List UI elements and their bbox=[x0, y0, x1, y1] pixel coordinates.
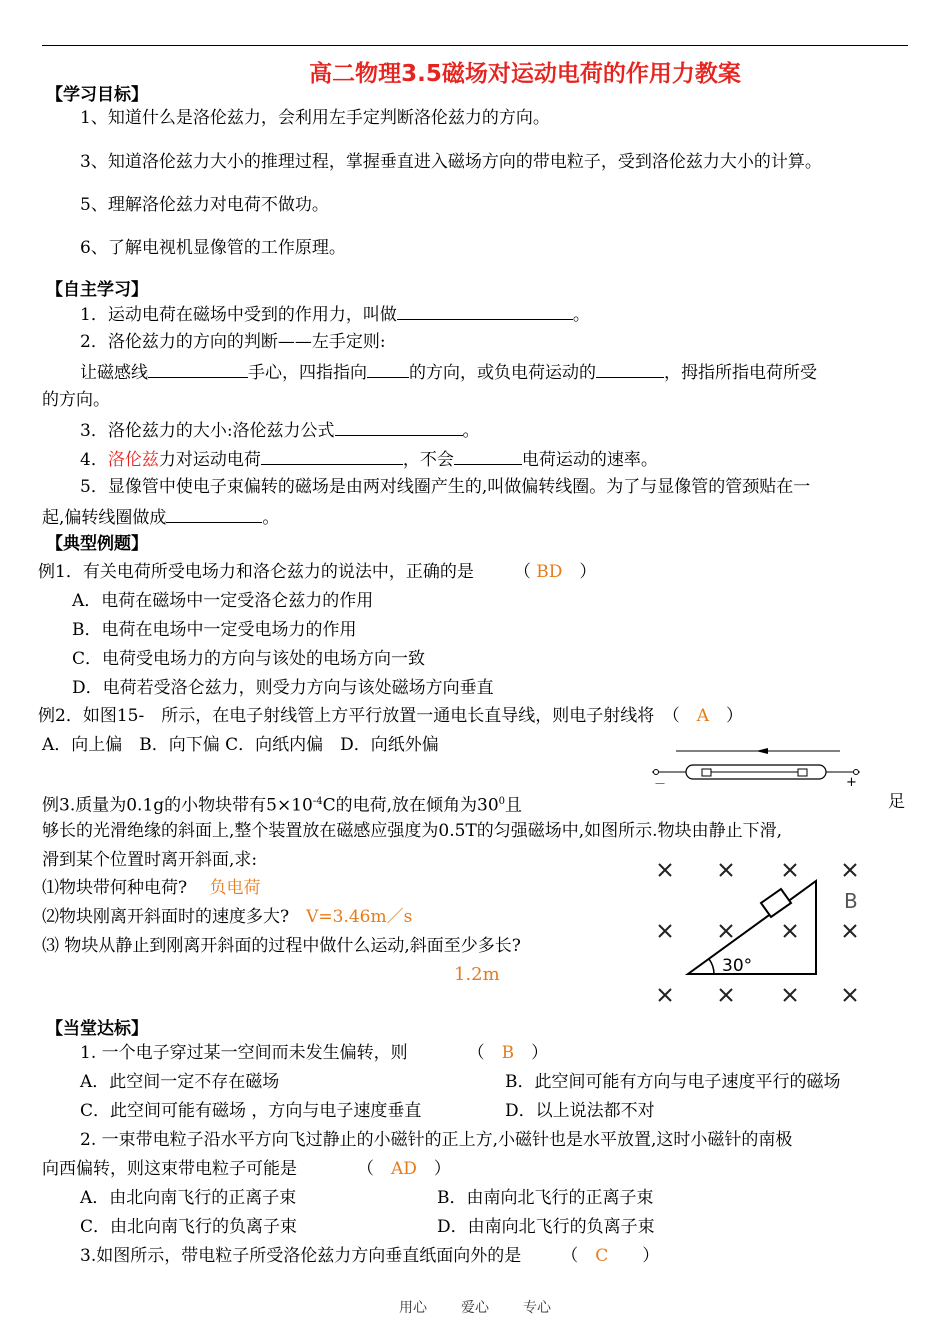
field-label-b: B bbox=[844, 889, 858, 913]
answer-blank bbox=[335, 418, 463, 436]
footer-text: 爱心 bbox=[461, 1300, 489, 1316]
example-3-line1: 例3.质量为0.1g的小物块带有$5\times 10^{-4}C$的电荷,放在倾角为$30^0$且 bbox=[42, 795, 523, 816]
footer-text: 专心 bbox=[523, 1300, 551, 1316]
answer-blank bbox=[454, 447, 522, 465]
goal-item: 3、知道洛伦兹力大小的推理过程，掌握垂直进入磁场方向的带电粒子，受到洛伦兹力大小的计算。 bbox=[80, 152, 822, 172]
practice-2-line2: 向西偏转，则这束带电粒子可能是 （ AD ） bbox=[42, 1159, 451, 1179]
examples-heading: 【典型例题】 bbox=[46, 534, 148, 554]
example-1-answer: BD bbox=[536, 562, 563, 582]
self-study-heading: 【自主学习】 bbox=[46, 280, 148, 300]
page-title: 高二物理3.5磁场对运动电荷的作用力教案 bbox=[309, 61, 741, 87]
current-arrow bbox=[756, 748, 768, 754]
example-3-q1: ⑴物块带何种电荷? 负电荷 bbox=[42, 878, 261, 898]
practice-1-option-b: B．此空间可能有方向与电子速度平行的磁场 bbox=[505, 1072, 841, 1092]
practice-2-option-d: D．由南向北飞行的负离子束 bbox=[437, 1217, 655, 1237]
practice-2-answer: AD bbox=[391, 1159, 417, 1179]
answer-blank bbox=[596, 360, 664, 378]
practice-2-option-b: B．由南向北飞行的正离子束 bbox=[437, 1188, 654, 1208]
answer-blank bbox=[397, 302, 573, 320]
field-into-page-marks bbox=[659, 864, 856, 1001]
goal-item: 6、了解电视机显像管的工作原理。 bbox=[80, 238, 346, 258]
top-rule bbox=[42, 45, 908, 46]
example-1-option: B．电荷在电场中一定受电场力的作用 bbox=[72, 620, 357, 640]
minus-sign: － bbox=[654, 777, 667, 790]
example-2-answer: A bbox=[696, 706, 709, 726]
self-study-q5: 5．显像管中使电子束偏转的磁场是由两对线圈产生的,叫做偏转线圈。为了与显像管的管颈贴在一 bbox=[80, 477, 811, 497]
self-study-q2: 2．洛伦兹力的方向的判断——左手定则: bbox=[80, 332, 386, 352]
goal-item: 1、知道什么是洛伦兹力，会利用左手定判断洛伦兹力的方向。 bbox=[80, 108, 550, 128]
goals-heading: 【学习目标】 bbox=[46, 85, 148, 105]
example-3-q2: ⑵物块刚离开斜面时的速度多大? V=3.46m／s bbox=[42, 907, 413, 927]
practice-1-option-d: D．以上说法都不对 bbox=[505, 1101, 655, 1121]
plus-sign: + bbox=[846, 775, 857, 790]
footer-text: 用心 bbox=[399, 1300, 427, 1316]
example-1-option: A．电荷在磁场中一定受洛仑兹力的作用 bbox=[72, 591, 374, 611]
practice-1-question: 1. 一个电子穿过某一空间而未发生偏转，则 （ B ） bbox=[80, 1043, 549, 1063]
block bbox=[761, 889, 791, 917]
example-1-question: 例1．有关电荷所受电场力和洛仑兹力的说法中，正确的是 （ BD ） bbox=[38, 562, 597, 582]
practice-heading: 【当堂达标】 bbox=[46, 1019, 148, 1039]
incline-magnetic-field-figure bbox=[650, 855, 865, 1010]
example-1-option: D．电荷若受洛仑兹力，则受力方向与该处磁场方向垂直 bbox=[72, 678, 494, 698]
example-2-options: A．向上偏 B．向下偏 C．向纸内偏 D．向纸外偏 bbox=[42, 735, 439, 755]
answer-blank bbox=[166, 505, 262, 523]
angle-arc bbox=[709, 959, 714, 974]
practice-1-answer: B bbox=[501, 1043, 515, 1063]
answer-blank bbox=[367, 360, 409, 378]
angle-label: 30° bbox=[722, 956, 753, 976]
page-footer bbox=[0, 1297, 950, 1317]
goal-item: 5、理解洛伦兹力对电荷不做功。 bbox=[80, 195, 329, 215]
self-study-q5-line2: 起,偏转线圈做成 。 bbox=[42, 505, 279, 529]
self-study-q2-line2: 让磁感线 手心，四指指向 的方向，或负电荷运动的 ，拇指所指电荷所受 bbox=[80, 360, 817, 384]
self-study-q2-line3: 的方向。 bbox=[42, 390, 110, 410]
example-3-line3: 滑到某个位置时离开斜面,求: bbox=[42, 850, 258, 870]
answer-blank bbox=[148, 360, 248, 378]
practice-1-option-c: C．此空间可能有磁场 ，方向与电子速度垂直 bbox=[80, 1101, 422, 1121]
example-3-answer-3: 1.2m bbox=[454, 964, 500, 985]
example-3-q3: ⑶ 物块从静止到刚离开斜面的过程中做什么运动,斜面至少多长? bbox=[42, 936, 521, 956]
practice-2-option-c: C．由北向南飞行的负离子束 bbox=[80, 1217, 298, 1237]
practice-3-question: 3.如图所示，带电粒子所受洛伦兹力方向垂直纸面向外的是 （ C ） bbox=[80, 1246, 660, 1266]
self-study-q3: 3．洛伦兹力的大小:洛伦兹力公式 。 bbox=[80, 418, 480, 442]
example-3-line1-end: 足 bbox=[888, 792, 905, 812]
answer-blank bbox=[261, 447, 403, 465]
practice-1-option-a: A．此空间一定不存在磁场 bbox=[80, 1072, 280, 1092]
example-3-answer-2: V=3.46m／s bbox=[306, 907, 413, 927]
example-3-answer-1: 负电荷 bbox=[209, 878, 261, 898]
practice-2-option-a: A．由北向南飞行的正离子束 bbox=[80, 1188, 297, 1208]
practice-3-answer: C bbox=[595, 1246, 609, 1266]
example-2-question: 例2．如图15- 所示，在电子射线管上方平行放置一通电长直导线，则电子射线将 （ A ） bbox=[38, 706, 743, 726]
example-3-line2: 够长的光滑绝缘的斜面上,整个装置放在磁感应强度为0.5T的匀强磁场中,如图所示.物块由静止下滑, bbox=[42, 821, 782, 841]
electron-tube-figure bbox=[650, 740, 865, 790]
self-study-q4: 4．洛伦兹力对运动电荷 ，不会 电荷运动的速率。 bbox=[80, 447, 658, 471]
example-1-option: C．电荷受电场力的方向与该处的电场方向一致 bbox=[72, 649, 426, 669]
practice-2-line1: 2. 一束带电粒子沿水平方向飞过静止的小磁针的正上方,小磁针也是水平放置,这时小磁针的南极 bbox=[80, 1130, 793, 1150]
self-study-q1: 1．运动电荷在磁场中受到的作用力，叫做 。 bbox=[80, 302, 590, 326]
